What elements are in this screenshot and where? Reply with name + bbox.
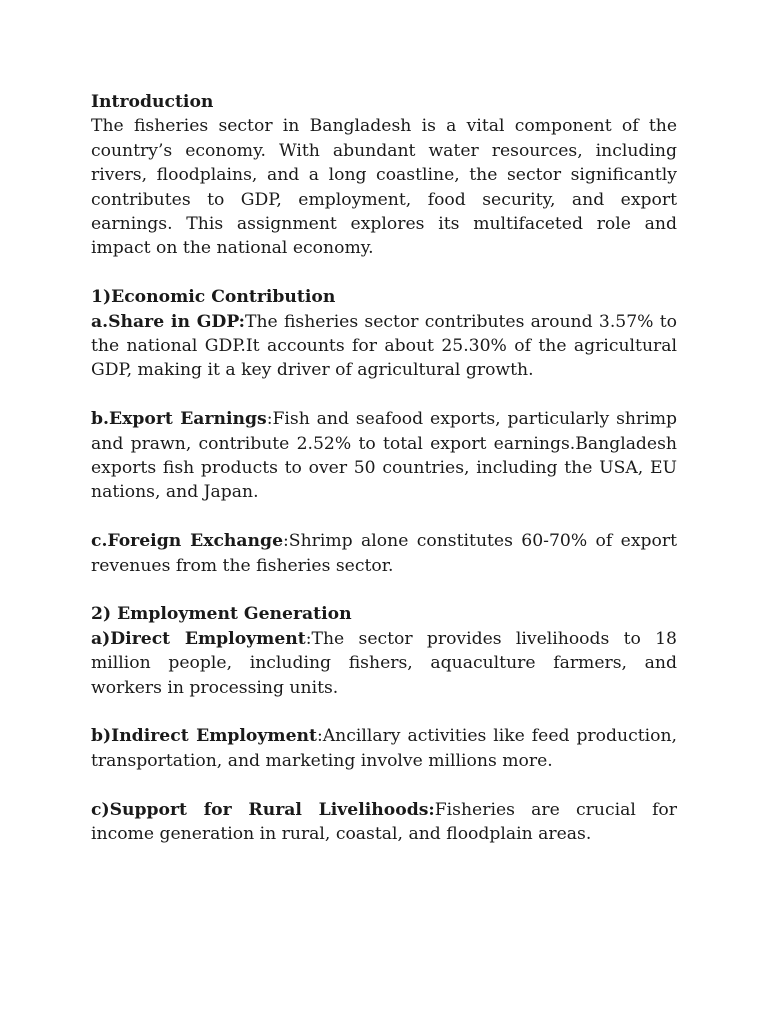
- export-earnings-label: b.Export Earnings: [91, 409, 267, 430]
- employment-generation-heading: 2) Employment Generation: [91, 604, 352, 625]
- intro-paragraph: The fisheries sector in Bangladesh is a vital component of the country’s economy. With abundant water resources, including rivers, floodplains, and a long coastline, the sector significantly contributes to GDP, employment, food security, and export earnings. This assignment explores its multifaceted role and impact on the national economy.: [91, 116, 677, 259]
- share-in-gdp-text: The fisheries sector contributes around 3.57% to the national GDP.It accounts for about 25.30% of the agricultural GDP, making it a key driver of agricultural growth.: [91, 311, 677, 381]
- spacer: [91, 383, 677, 407]
- spacer: [91, 505, 677, 529]
- indirect-employment-label: b)Indirect Employment: [91, 726, 317, 747]
- economic-contribution-heading: 1)Economic Contribution: [91, 287, 336, 308]
- export-earnings-text: :Fish and seafood exports, particularly shrimp and prawn, contribute 2.52% to total export earnings.Bangladesh exports fish products to over 50 countries, including the USA, EU nations, and Japan.: [91, 409, 677, 503]
- share-in-gdp-label: a.Share in GDP:: [91, 311, 245, 332]
- spacer: [91, 773, 677, 797]
- document-page: [91, 90, 677, 847]
- spacer: [91, 578, 677, 602]
- direct-employment-text: :The sector provides livelihoods to 18 million people, including fishers, aquaculture farmers, and workers in processing units.: [91, 628, 677, 698]
- direct-employment-paragraph: [91, 627, 677, 700]
- intro-heading: Introduction: [91, 92, 214, 112]
- spacer: [91, 261, 677, 285]
- foreign-exchange-paragraph: [91, 529, 677, 578]
- foreign-exchange-label: c.Foreign Exchange: [91, 531, 284, 552]
- rural-livelihoods-paragraph: [91, 798, 677, 847]
- rural-livelihoods-label: c)Support for Rural Livelihoods:: [91, 799, 435, 820]
- direct-employment-label: a)Direct Employment: [91, 628, 306, 649]
- spacer: [91, 700, 677, 724]
- rural-livelihoods-text: Fisheries are crucial for income generation in rural, coastal, and floodplain areas.: [91, 799, 677, 845]
- foreign-exchange-text: :Shrimp alone constitutes 60-70% of export revenues from the fisheries sector.: [91, 531, 677, 576]
- indirect-employment-paragraph: [91, 724, 677, 773]
- share-in-gdp-paragraph: [91, 310, 677, 383]
- indirect-employment-text: :Ancillary activities like feed production, transportation, and marketing involve millions more.: [91, 726, 677, 771]
- export-earnings-paragraph: [91, 407, 677, 505]
